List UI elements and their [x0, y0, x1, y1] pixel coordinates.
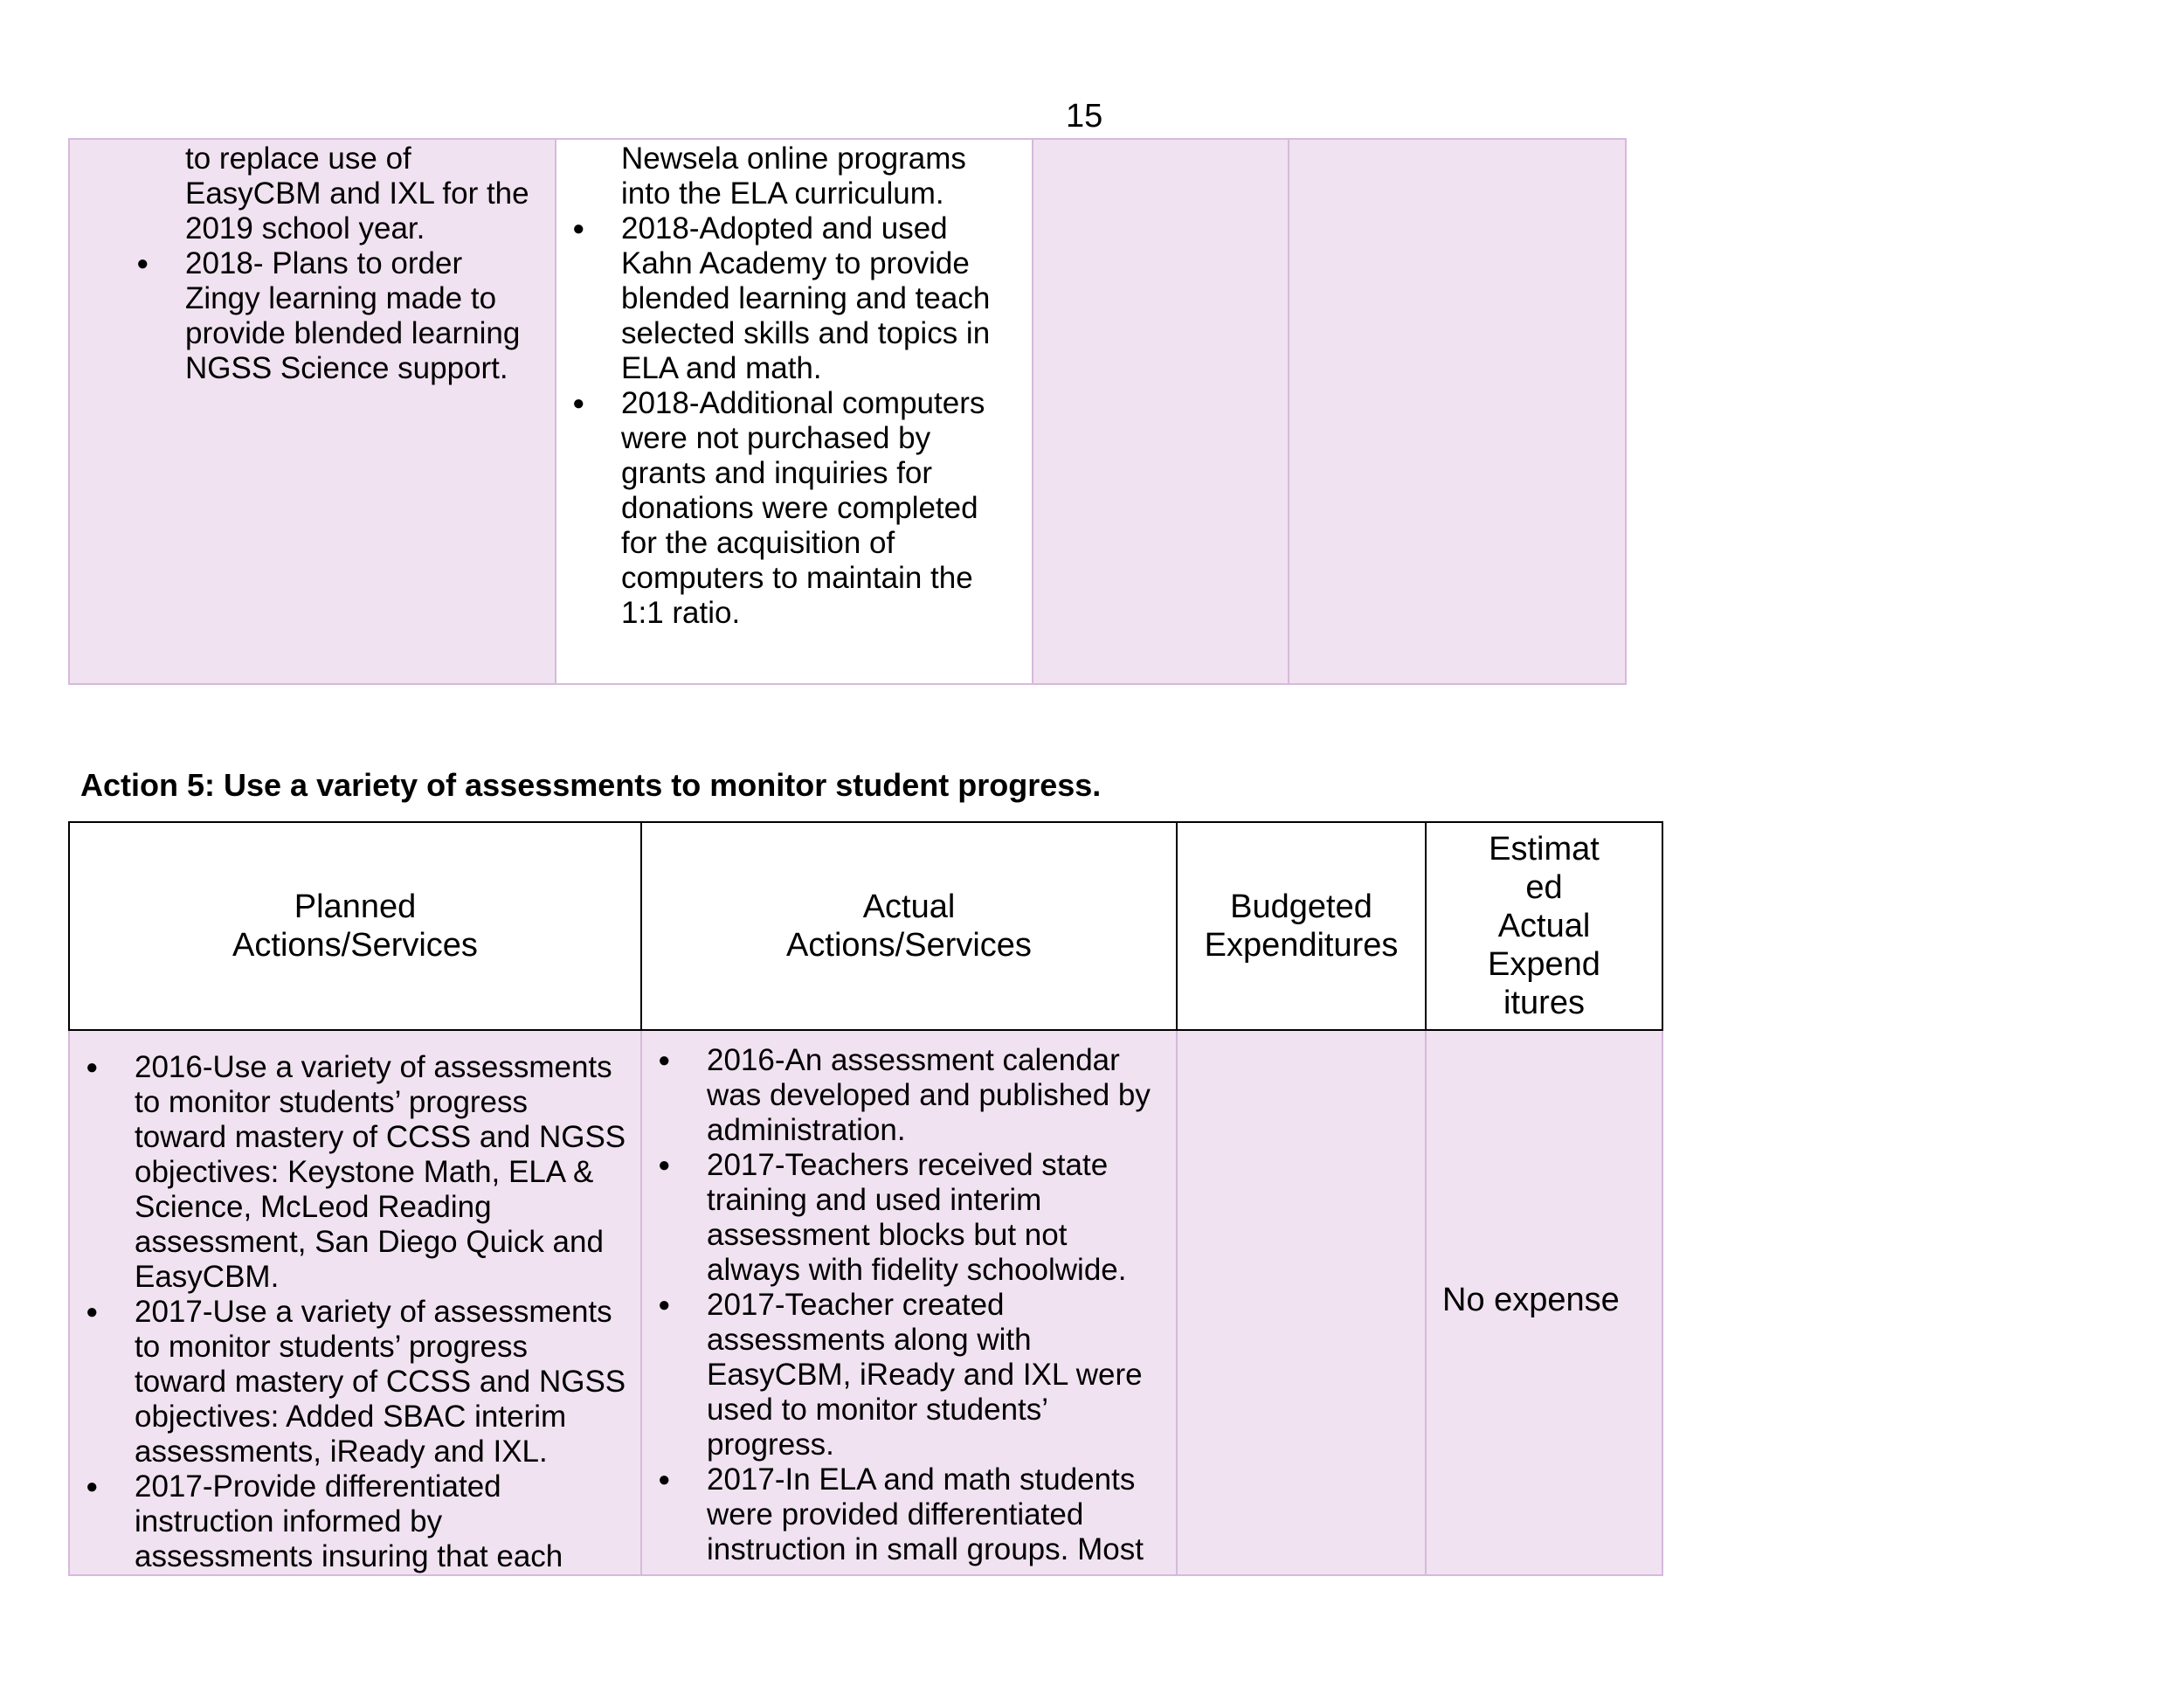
page-number: 15 — [1066, 98, 1103, 135]
list-item: ● 2017-In ELA and math students were provided differentiated instruction in small groups. Most — [707, 1462, 1176, 1567]
list-item: ● 2017-Use a variety of assessments to monitor students’ progress toward mastery of CCSS and NGSS objectives: Added SBAC interim assessments, iReady and IXL. — [135, 1295, 640, 1469]
estimated-cell — [1426, 1030, 1662, 1575]
previous-action-table — [68, 138, 1627, 685]
header-estimated: Estimat ed Actual Expend itures — [1426, 822, 1662, 1030]
header-budgeted: Budgeted Expenditures — [1177, 822, 1426, 1030]
header-actual: Actual Actions/Services — [641, 822, 1177, 1030]
text-line: to replace use of — [185, 142, 411, 176]
list-item: ● 2018- Plans to order Zingy learning made to provide blended learning NGSS Science support. — [185, 246, 555, 386]
text-line: EasyCBM and IXL for the — [185, 176, 529, 211]
budgeted-cell — [1177, 1030, 1426, 1575]
list-item: ● 2017-Teachers received state training and used interim assessment blocks but not always with fidelity schoolwide. — [707, 1148, 1176, 1288]
text-line: Newsela online programs — [621, 142, 966, 176]
list-item: ● 2018-Adopted and used Kahn Academy to provide blended learning and teach selected skills and topics in ELA and math. — [621, 211, 1032, 386]
list-item: ● 2016-Use a variety of assessments to monitor students’ progress toward mastery of CCSS and NGSS objectives: Keystone Math, ELA & Science, McLeod Reading assessment, San Diego Quick and EasyCBM. — [135, 1050, 640, 1295]
header-planned: Planned Actions/Services — [69, 822, 641, 1030]
list-item: ● 2016-An assessment calendar was developed and published by administration. — [707, 1043, 1176, 1148]
text-line: into the ELA curriculum. — [621, 176, 944, 211]
action-heading: Action 5: Use a variety of assessments to monitor student progress. — [80, 767, 1102, 803]
header-row — [69, 822, 1662, 1030]
text-line: 2019 school year. — [185, 211, 425, 245]
actual-cell — [641, 1030, 1177, 1575]
list-item: ● 2017-Teacher created assessments along with EasyCBM, iReady and IXL were used to monitor students’ progress. — [707, 1288, 1176, 1462]
action5-table — [68, 821, 1663, 1576]
actual-cell — [556, 139, 1033, 684]
estimated-cell — [1289, 139, 1626, 684]
planned-cell — [69, 139, 556, 684]
list-item: ● 2017-Provide differentiated instruction informed by assessments insuring that each — [135, 1469, 640, 1574]
content-row — [69, 1030, 1662, 1575]
estimated-value: No expense — [1442, 1282, 1620, 1318]
budgeted-cell — [1033, 139, 1289, 684]
list-item: ● 2018-Additional computers were not purchased by grants and inquiries for donations were completed for the acquisition of computers to maintain the 1:1 ratio. — [621, 386, 1032, 631]
planned-cell — [69, 1030, 641, 1575]
